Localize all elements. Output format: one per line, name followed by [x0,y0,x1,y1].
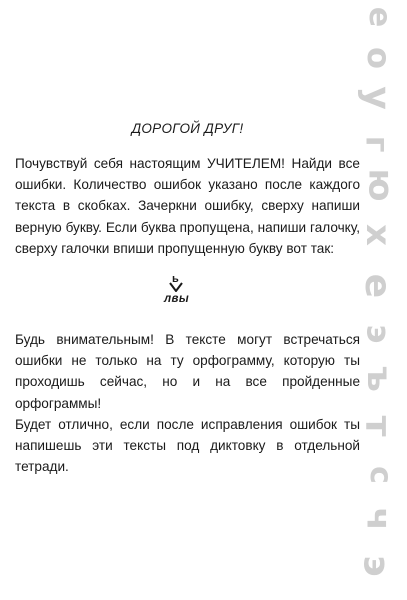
intro-paragraph: Почувствуй себя настоящим УЧИТЕЛЕМ! Найди все ошибки. Количество ошибок указано после каждого текста в скобках. Зачеркни ошибку, сверху напиши верную букву. Если буква пропущена, напиши галочку, сверху галочки впиши пропущенную букву вот так: [15,156,360,256]
correction-example [15,273,360,329]
caret-mark-icon [169,282,183,292]
decorative-letter-strip [355,0,407,600]
decorative-letter: г [358,135,397,153]
decorative-letter: с [362,466,398,484]
text-column [15,121,360,477]
example-word: лвы [164,293,190,306]
decorative-letter: х [357,224,398,246]
page-heading: ДОРОГОЙ ДРУГ! [131,121,244,136]
decorative-letter: о [359,47,398,69]
decorative-letter: э [359,324,398,344]
decorative-letter: т [357,415,399,437]
decorative-letter: э [355,555,397,577]
example-inserted-letter: ь [172,273,179,286]
decorative-letter: ъ [358,366,399,392]
decorative-letter: е [362,6,398,28]
decorative-letter: е [357,273,399,299]
dictation-paragraph: Будет отлично, если после исправления ошибок ты напишешь эти тексты под диктовку в отдельной тетради. [15,416,360,475]
decorative-letter: ю [360,168,401,202]
decorative-letter: ч [358,507,399,531]
attention-paragraph: Будь внимательным! В тексте могут встречаться ошибки не только на ту орфограмму, которую ты проходишь сейчас, но и на все пройденные орфограммы! [15,332,360,411]
decorative-letter: у [356,86,398,110]
